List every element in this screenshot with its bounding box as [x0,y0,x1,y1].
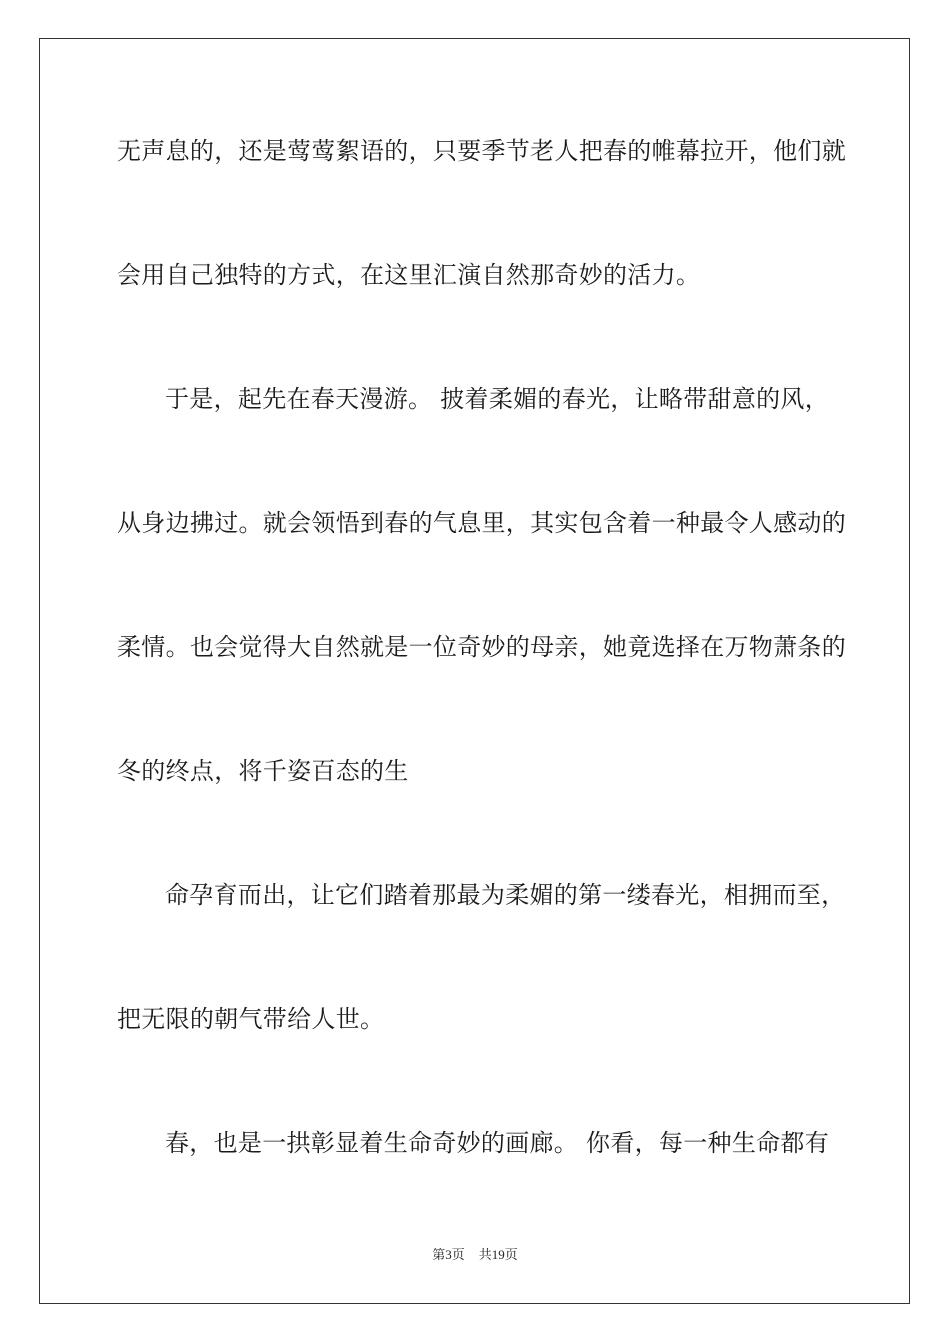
body-text-line: 从身边拂过。就会领悟到春的气息里，其实包含着一种最令人感动的 [117,509,846,537]
body-text-line: 冬的终点，将千姿百态的生 [117,757,409,785]
page-footer [0,1246,950,1264]
paragraph-first-line: 春，也是一拱彰显着生命奇妙的画廊。 你看，每一种生命都有 [165,1129,830,1157]
body-text-line: 柔情。也会觉得大自然就是一位奇妙的母亲，她竟选择在万物萧条的 [117,633,846,661]
paragraph-first-line: 命孕育而出，让它们踏着那最为柔媚的第一缕春光，相拥而至， [165,881,846,909]
body-text-line: 把无限的朝气带给人世。 [117,1005,385,1033]
page-total: 共19页 [478,1247,518,1262]
body-text-line: 会用自己独特的方式，在这里汇演自然那奇妙的活力。 [117,261,701,289]
paragraph-first-line: 于是，起先在春天漫游。 披着柔媚的春光，让略带甜意的风， [165,385,830,413]
page-number: 第3页 [432,1247,465,1262]
page-border [39,38,910,1304]
body-text-line: 无声息的，还是莺莺絮语的，只要季节老人把春的帷幕拉开，他们就 [117,137,846,165]
